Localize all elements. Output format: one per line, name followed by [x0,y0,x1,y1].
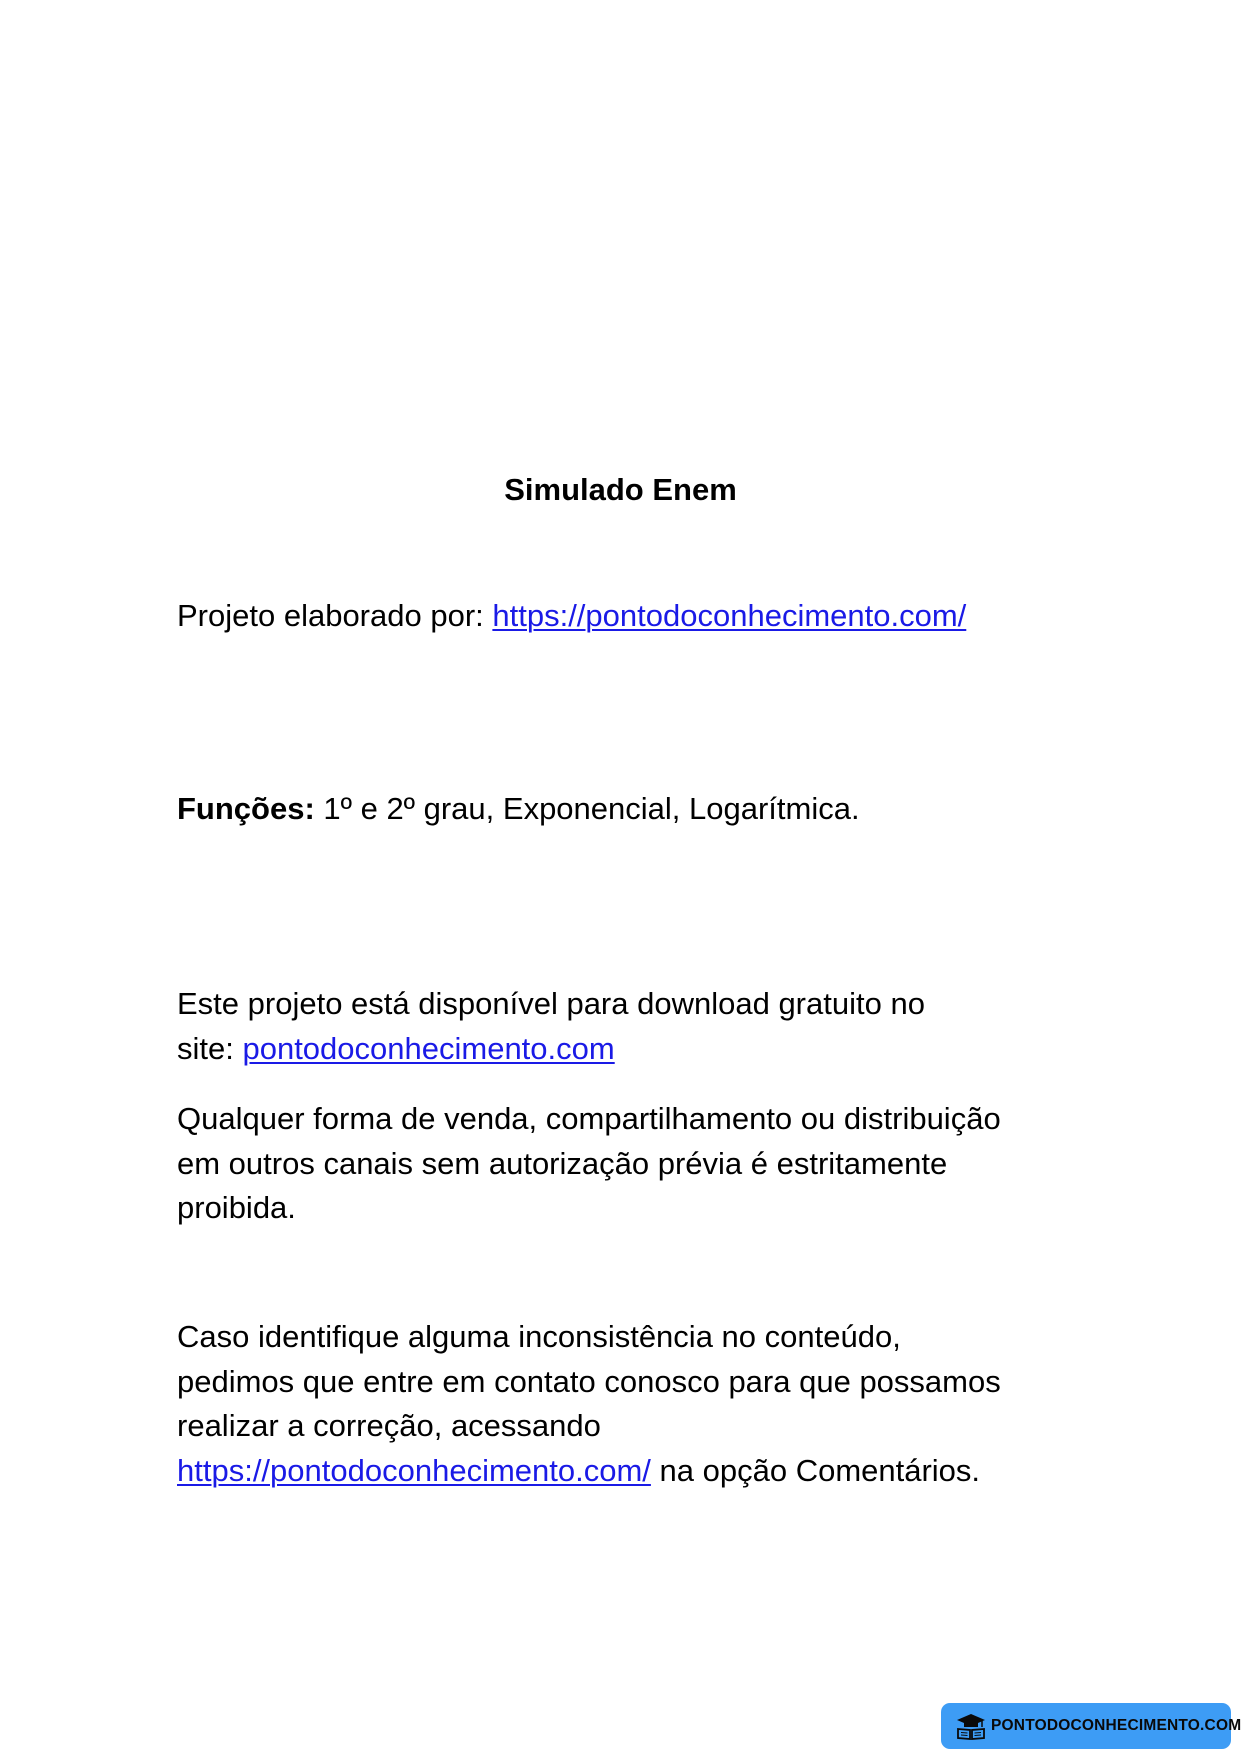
contact-notice [177,1315,1077,1493]
project-credit [177,594,1077,639]
download-link[interactable]: pontodoconhecimento.com [242,1030,615,1066]
contact-line-1: Caso identifique alguma inconsistência no conteúdo, [177,1319,901,1354]
contact-line-2: pedimos que entre em contato conosco para que possamos [177,1363,1001,1399]
topics-line [177,787,1077,832]
document-title: Simulado Enem [504,472,737,507]
restriction-line-2: em outros canais sem autorização prévia é estritamente [177,1145,948,1181]
site-badge[interactable] [941,1703,1241,1749]
contact-suffix: na opção Comentários. [650,1452,981,1488]
topics-text: 1º e 2º grau, Exponencial, Logarítmica. [314,791,860,826]
graduation-book-icon [955,1712,987,1740]
topics-label: Funções: [177,791,315,826]
restriction-notice [177,1097,1077,1231]
restriction-line-1: Qualquer forma de venda, compartilhamento ou distribuição [177,1101,1001,1136]
contact-link[interactable]: https://pontodoconhecimento.com/ [177,1452,651,1488]
download-text-line-2: site: [177,1030,243,1066]
download-notice [177,982,1077,1071]
contact-line-3: realizar a correção, acessando [177,1408,601,1443]
site-badge-label: PONTODOCONHECIMENTO.COM [991,1717,1241,1734]
download-text-line-1: Este projeto está disponível para download gratuito no [177,986,925,1021]
project-link[interactable]: https://pontodoconhecimento.com/ [492,598,967,633]
restriction-line-3: proibida. [177,1190,296,1225]
project-credit-label: Projeto elaborado por: [177,598,493,633]
